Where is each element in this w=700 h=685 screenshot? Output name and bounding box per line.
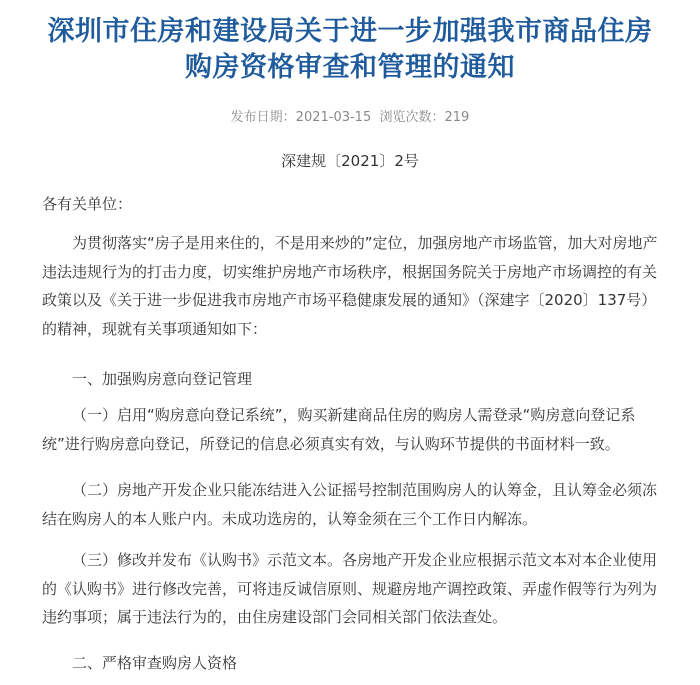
article-title-line2: 购房资格审查和管理的通知 [185, 52, 515, 83]
article-title [0, 14, 700, 86]
view-count: 219 [444, 110, 470, 125]
section-1-item-3: （三）修改并发布《认购书》示范文本。各房地产开发企业应根据示范文本对本企业使用的《认购书》进行修改完善，可将违反诚信原则、规避房地产调控政策、弄虚作假等行为列为违约事项；属于违法行为的，由住房建设部门会同相关部门依法查处。 [42, 551, 658, 626]
section-1-item-2: （二）房地产开发企业只能冻结进入公证摇号控制范围购房人的认筹金，且认筹金必须冻结在购房人的本人账户内。未成功选房的，认筹金须在三个工作日内解冻。 [42, 481, 658, 528]
publish-date-label: 发布日期： [230, 110, 296, 125]
section-2-heading: 二、严格审查购房人资格 [72, 654, 238, 672]
salutation: 各有关单位： [42, 195, 133, 213]
section-1-item-1: （一）启用“购房意向登记系统”，购买新建商品住房的购房人需登录“购房意向登记系统”进行购房意向登记，所登记的信息必须真实有效，与认购环节提供的书面材料一致。 [42, 406, 636, 453]
publish-date: 2021-03-15 [295, 110, 372, 125]
section-1-heading: 一、加强购房意向登记管理 [72, 370, 253, 388]
intro-paragraph: 为贯彻落实“房子是用来住的，不是用来炒的”定位，加强房地产市场监管，加大对房地产违法违规行为的打击力度，切实维护房地产市场秩序，根据国务院关于房地产市场调控的有关政策以及《关于进一步促进我市房地产市场平稳健康发展的通知》（深建字〔2020〕137号）的精神，现就有关事项通知如下： [42, 234, 658, 338]
view-count-label: 浏览次数： [379, 110, 445, 125]
article-meta [0, 109, 700, 127]
document-number: 深建规〔2021〕2号 [281, 152, 419, 170]
article-title-line1: 深圳市住房和建设局关于进一步加强我市商品住房 [47, 16, 653, 47]
